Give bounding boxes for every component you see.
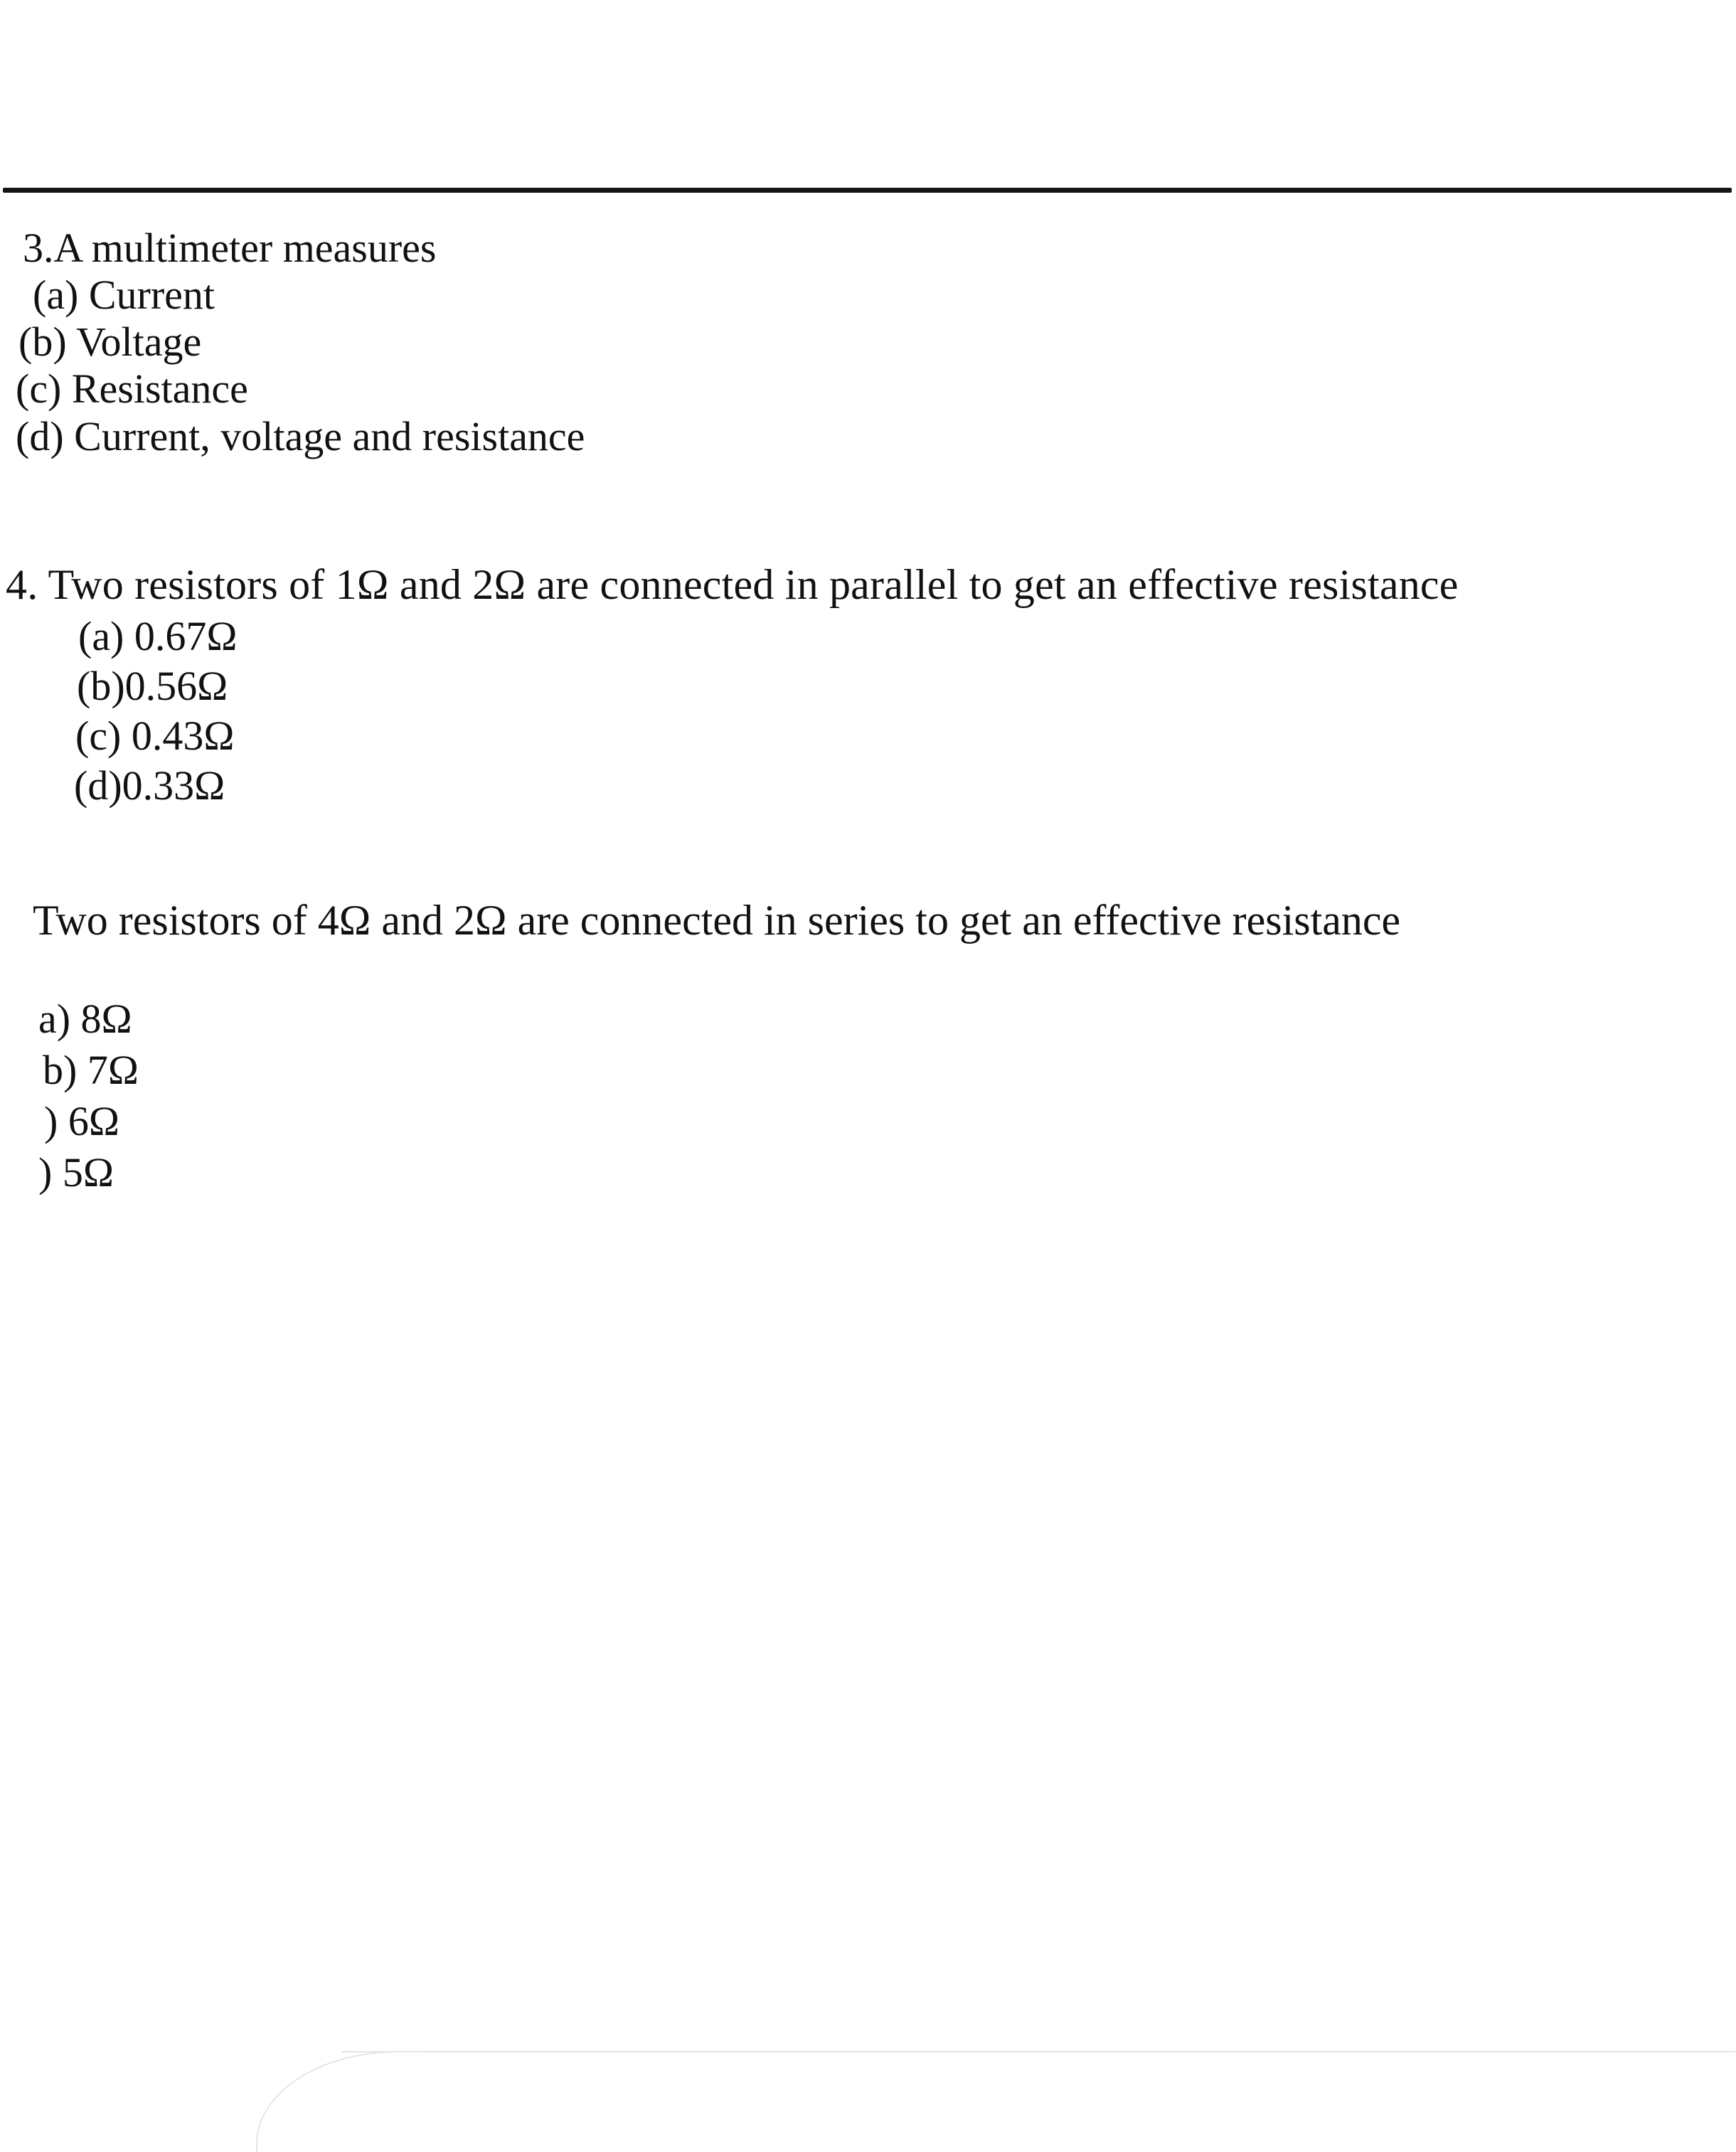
- header-divider-line: [3, 188, 1732, 193]
- option-a: a) 8Ω: [38, 996, 132, 1042]
- option-d: ) 5Ω: [38, 1149, 114, 1195]
- option-a: (a) 0.67Ω: [78, 613, 238, 659]
- option-c: (c) Resistance: [16, 366, 248, 412]
- option-c: (c) 0.43Ω: [75, 713, 235, 759]
- option-b: (b) Voltage: [18, 319, 202, 365]
- question-stem: 3.A multimeter measures: [23, 225, 437, 271]
- option-b: (b)0.56Ω: [77, 663, 228, 709]
- option-d: (d) Current, voltage and resistance: [16, 413, 585, 459]
- option-c: ) 6Ω: [44, 1098, 119, 1144]
- question-stem: Two resistors of 4Ω and 2Ω are connected in series to get an effective resistance: [33, 897, 1401, 944]
- page-edge-line: [341, 2051, 1735, 2052]
- page-curl-edge: [256, 2051, 428, 2152]
- option-d: (d)0.33Ω: [74, 762, 225, 809]
- option-b: b) 7Ω: [43, 1047, 139, 1093]
- option-a: (a) Current: [33, 272, 215, 318]
- question-stem: 4. Two resistors of 1Ω and 2Ω are connected in parallel to get an effective resistance: [6, 561, 1459, 608]
